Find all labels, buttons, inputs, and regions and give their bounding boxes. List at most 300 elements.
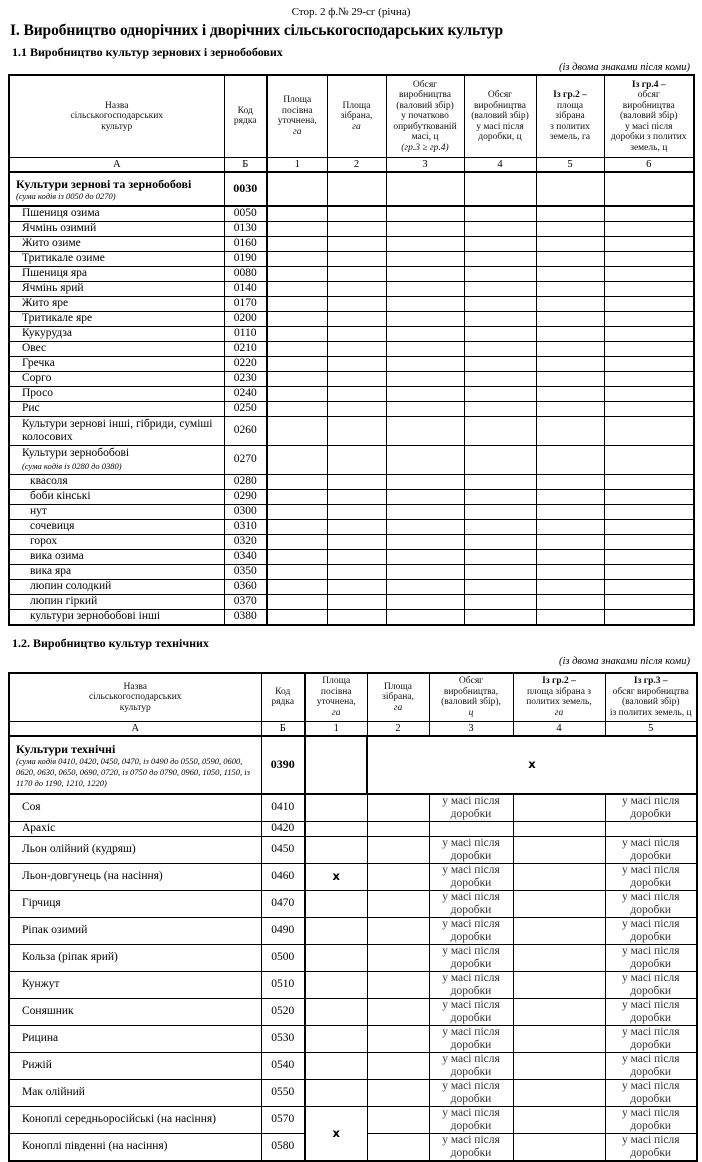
input-cell-col1[interactable]	[267, 489, 327, 504]
input-cell-col6[interactable]	[604, 371, 694, 386]
input-cell-col1[interactable]	[267, 311, 327, 326]
input-cell-col3[interactable]	[429, 971, 513, 998]
not-applicable-mark: x	[367, 736, 697, 794]
input-cell-col1[interactable]	[267, 504, 327, 519]
input-cell-col1[interactable]	[305, 1079, 367, 1106]
col-header-name-line: Назва	[105, 100, 129, 111]
input-cell-col4[interactable]	[464, 206, 536, 222]
input-cell-col6[interactable]	[604, 489, 694, 504]
input-cell-col3[interactable]	[386, 445, 464, 474]
input-cell-col4[interactable]	[464, 356, 536, 371]
input-cell-col6[interactable]	[604, 341, 694, 356]
col-header-1-line: Площа	[322, 676, 351, 687]
input-cell-col4[interactable]	[464, 549, 536, 564]
input-cell-col2[interactable]	[327, 564, 386, 579]
input-cell-col5[interactable]	[536, 445, 604, 474]
table-row	[9, 281, 694, 296]
input-cell-col4[interactable]	[513, 1079, 605, 1106]
col-header-4	[513, 673, 605, 721]
input-cell-col1[interactable]	[305, 821, 367, 836]
input-cell-col6[interactable]	[604, 326, 694, 341]
mass-note: у масі після доробки	[442, 944, 500, 970]
input-cell-col5[interactable]	[536, 266, 604, 281]
input-cell-col4[interactable]	[464, 609, 536, 625]
row-code: 0530	[261, 1025, 305, 1052]
input-cell-col4[interactable]	[513, 794, 605, 822]
input-cell-col1[interactable]	[305, 890, 367, 917]
input-cell-col3[interactable]	[386, 549, 464, 564]
input-cell-col3[interactable]	[429, 1079, 513, 1106]
input-cell-col5[interactable]	[536, 519, 604, 534]
input-cell-col2[interactable]	[327, 609, 386, 625]
input-cell-col2[interactable]	[367, 821, 429, 836]
input-cell-col6[interactable]	[604, 474, 694, 489]
col-header-4-line: га	[554, 707, 564, 718]
input-cell-col1[interactable]	[267, 549, 327, 564]
input-cell-col3[interactable]	[386, 296, 464, 311]
row-name: Тритикале яре	[9, 311, 224, 326]
input-cell-col2[interactable]	[327, 579, 386, 594]
input-cell-col3[interactable]	[386, 356, 464, 371]
input-cell-col6[interactable]	[604, 534, 694, 549]
input-cell-col3[interactable]	[429, 944, 513, 971]
row-name: горох	[9, 534, 224, 549]
input-cell-col4[interactable]	[513, 863, 605, 890]
input-cell-col2[interactable]	[327, 221, 386, 236]
input-cell-col5[interactable]	[536, 236, 604, 251]
input-cell-col5[interactable]	[536, 326, 604, 341]
input-cell-col1[interactable]	[267, 236, 327, 251]
not-applicable-mark: x	[305, 1106, 367, 1161]
input-cell-col5[interactable]	[536, 416, 604, 445]
input-cell-col5[interactable]	[536, 564, 604, 579]
input-cell-col4[interactable]	[464, 474, 536, 489]
input-cell-col5[interactable]	[605, 1025, 697, 1052]
index-cell: А	[9, 157, 224, 172]
input-cell-col6[interactable]	[604, 416, 694, 445]
input-cell-col5[interactable]	[536, 311, 604, 326]
input-cell-col5[interactable]	[536, 221, 604, 236]
col-header-1	[305, 673, 367, 721]
input-cell-col3[interactable]	[429, 821, 513, 836]
input-cell-col4[interactable]	[464, 296, 536, 311]
input-cell-col4[interactable]	[464, 534, 536, 549]
col-header-2	[367, 673, 429, 721]
input-cell-col3[interactable]	[429, 1106, 513, 1133]
input-cell-col5[interactable]	[605, 998, 697, 1025]
input-cell-col2[interactable]	[327, 296, 386, 311]
input-cell-col2[interactable]	[327, 534, 386, 549]
input-cell-col3[interactable]	[386, 564, 464, 579]
col-header-6-line: Із гр.4 –	[631, 79, 666, 90]
input-cell-col4[interactable]	[513, 836, 605, 863]
input-cell-col2[interactable]	[327, 172, 386, 206]
input-cell-col3[interactable]	[386, 609, 464, 625]
input-cell-col3[interactable]	[386, 172, 464, 206]
input-cell-col2[interactable]	[327, 326, 386, 341]
input-cell-col6[interactable]	[604, 281, 694, 296]
input-cell-col3[interactable]	[386, 251, 464, 266]
index-cell: 2	[367, 721, 429, 736]
input-cell-col5[interactable]	[536, 609, 604, 625]
input-cell-col5[interactable]	[536, 401, 604, 416]
row-code: 0290	[224, 489, 267, 504]
input-cell-col1[interactable]	[267, 206, 327, 222]
input-cell-col4[interactable]	[464, 311, 536, 326]
input-cell-col5[interactable]	[536, 251, 604, 266]
col-header-5	[536, 75, 604, 157]
col-header-6-line: земель, ц	[630, 142, 668, 153]
input-cell-col5[interactable]	[536, 549, 604, 564]
input-cell-col5[interactable]	[605, 863, 697, 890]
input-cell-col2[interactable]	[327, 445, 386, 474]
row-name: вика яра	[9, 564, 224, 579]
input-cell-col4[interactable]	[464, 445, 536, 474]
input-cell-col4[interactable]	[464, 251, 536, 266]
input-cell-col2[interactable]	[327, 251, 386, 266]
input-cell-col2[interactable]	[327, 594, 386, 609]
input-cell-col3[interactable]	[429, 794, 513, 822]
input-cell-col5[interactable]	[605, 1133, 697, 1161]
input-cell-col6[interactable]	[604, 549, 694, 564]
input-cell-col3[interactable]	[386, 594, 464, 609]
input-cell-col1[interactable]	[267, 579, 327, 594]
input-cell-col1[interactable]	[305, 794, 367, 822]
input-cell-col6[interactable]	[604, 311, 694, 326]
col-header-name	[9, 75, 224, 157]
table-row	[9, 1052, 697, 1079]
table-row	[9, 549, 694, 564]
input-cell-col4[interactable]	[464, 401, 536, 416]
input-cell-col4[interactable]	[513, 890, 605, 917]
input-cell-col6[interactable]	[604, 579, 694, 594]
row-name: Тритикале озиме	[9, 251, 224, 266]
input-cell-col6[interactable]	[604, 251, 694, 266]
col-header-code-line: Код	[275, 686, 291, 697]
table-row	[9, 206, 694, 222]
input-cell-col4[interactable]	[464, 489, 536, 504]
input-cell-col3[interactable]	[386, 236, 464, 251]
input-cell-col5[interactable]	[605, 836, 697, 863]
input-cell-col3[interactable]	[386, 266, 464, 281]
input-cell-col2[interactable]	[327, 371, 386, 386]
input-cell-col5[interactable]	[536, 579, 604, 594]
input-cell-col1[interactable]	[305, 971, 367, 998]
input-cell-col1[interactable]	[305, 917, 367, 944]
page-header: Стор. 2 ф.№ 29-сг (річна)	[291, 6, 411, 18]
index-cell: 1	[305, 721, 367, 736]
input-cell-col1[interactable]	[267, 474, 327, 489]
input-cell-col1[interactable]	[267, 266, 327, 281]
input-cell-col5[interactable]	[536, 172, 604, 206]
input-cell-col2[interactable]	[367, 944, 429, 971]
input-cell-col2[interactable]	[367, 863, 429, 890]
input-cell-col5[interactable]	[536, 356, 604, 371]
input-cell-col2[interactable]	[327, 281, 386, 296]
col-header-4-line: виробництва	[474, 100, 526, 111]
input-cell-col4[interactable]	[464, 221, 536, 236]
input-cell-col2[interactable]	[367, 971, 429, 998]
row-code: 0230	[224, 371, 267, 386]
row-name: Пшениця озима	[9, 206, 224, 222]
input-cell-col1[interactable]	[267, 401, 327, 416]
col-header-1-line: посівна	[320, 686, 352, 697]
input-cell-col1[interactable]	[267, 221, 327, 236]
input-cell-col2[interactable]	[327, 386, 386, 401]
input-cell-col1[interactable]	[267, 281, 327, 296]
input-cell-col3[interactable]	[386, 341, 464, 356]
input-cell-col2[interactable]	[367, 794, 429, 822]
input-cell-col2[interactable]	[367, 1079, 429, 1106]
input-cell-col5[interactable]	[536, 371, 604, 386]
input-cell-col5[interactable]	[536, 281, 604, 296]
input-cell-col4[interactable]	[513, 944, 605, 971]
input-cell-col1[interactable]	[305, 1025, 367, 1052]
input-cell-col4[interactable]	[513, 1025, 605, 1052]
input-cell-col4[interactable]	[513, 1052, 605, 1079]
row-name: Рис	[9, 401, 224, 416]
input-cell-col2[interactable]	[327, 236, 386, 251]
input-cell-col5[interactable]	[605, 917, 697, 944]
input-cell-col6[interactable]	[604, 221, 694, 236]
input-cell-col4[interactable]	[464, 594, 536, 609]
row-name: нут	[9, 504, 224, 519]
input-cell-col2[interactable]	[327, 489, 386, 504]
input-cell-col3[interactable]	[386, 489, 464, 504]
input-cell-col3[interactable]	[386, 281, 464, 296]
input-cell-col3[interactable]	[429, 890, 513, 917]
input-cell-col1[interactable]	[267, 534, 327, 549]
mass-note: у масі після доробки	[442, 971, 500, 997]
col-header-5	[605, 673, 697, 721]
col-header-2-line: га	[393, 702, 403, 713]
input-cell-col6[interactable]	[604, 296, 694, 311]
col-header-6-line: доробки з политих	[610, 132, 687, 142]
input-cell-col4[interactable]	[464, 326, 536, 341]
input-cell-col3[interactable]	[386, 401, 464, 416]
input-cell-col3[interactable]	[429, 863, 513, 890]
input-cell-col6[interactable]	[604, 609, 694, 625]
row-code: 0030	[224, 172, 267, 206]
input-cell-col5[interactable]	[536, 341, 604, 356]
input-cell-col5[interactable]	[536, 386, 604, 401]
input-cell-col2[interactable]	[327, 504, 386, 519]
table-row	[9, 311, 694, 326]
input-cell-col5[interactable]	[605, 890, 697, 917]
input-cell-col4[interactable]	[513, 821, 605, 836]
input-cell-col4[interactable]	[464, 564, 536, 579]
input-cell-col2[interactable]	[327, 416, 386, 445]
input-cell-col2[interactable]	[367, 1133, 429, 1161]
input-cell-col3[interactable]	[429, 1025, 513, 1052]
input-cell-col6[interactable]	[604, 519, 694, 534]
row-name: культури зернобобові інші	[9, 609, 224, 625]
col-header-3-line: виробництва	[399, 90, 451, 100]
input-cell-col6[interactable]	[604, 386, 694, 401]
row-name: Рижій	[9, 1052, 261, 1079]
input-cell-col3[interactable]	[386, 371, 464, 386]
input-cell-col4[interactable]	[464, 371, 536, 386]
input-cell-col4[interactable]	[513, 971, 605, 998]
input-cell-col5[interactable]	[536, 504, 604, 519]
input-cell-col5[interactable]	[536, 474, 604, 489]
col-header-name-line: сільськогосподарських	[88, 692, 182, 702]
row-code: 0310	[224, 519, 267, 534]
input-cell-col2[interactable]	[327, 311, 386, 326]
input-cell-col1[interactable]	[267, 564, 327, 579]
input-cell-col3[interactable]	[386, 206, 464, 222]
input-cell-col4[interactable]	[464, 341, 536, 356]
input-cell-col2[interactable]	[327, 266, 386, 281]
input-cell-col4[interactable]	[464, 281, 536, 296]
input-cell-col2[interactable]	[367, 1025, 429, 1052]
input-cell-col5[interactable]	[605, 1106, 697, 1133]
input-cell-col2[interactable]	[327, 341, 386, 356]
input-cell-col6[interactable]	[604, 236, 694, 251]
input-cell-col5[interactable]	[536, 206, 604, 222]
input-cell-col1[interactable]	[305, 1052, 367, 1079]
table-row	[9, 371, 694, 386]
total-row	[9, 172, 694, 206]
input-cell-col1[interactable]	[267, 326, 327, 341]
table-row	[9, 1079, 697, 1106]
input-cell-col1[interactable]	[267, 519, 327, 534]
input-cell-col6[interactable]	[604, 504, 694, 519]
input-cell-col1[interactable]	[305, 736, 367, 794]
input-cell-col2[interactable]	[367, 1052, 429, 1079]
mass-note: у масі після доробки	[442, 1052, 500, 1078]
input-cell-col2[interactable]	[367, 998, 429, 1025]
input-cell-col1[interactable]	[305, 836, 367, 863]
input-cell-col3[interactable]	[386, 579, 464, 594]
input-cell-col1[interactable]	[305, 998, 367, 1025]
input-cell-col4[interactable]	[464, 504, 536, 519]
index-cell: Б	[261, 721, 305, 736]
col-header-3-line: (валовий збір),	[441, 697, 501, 708]
input-cell-col3[interactable]	[429, 1052, 513, 1079]
input-cell-col4[interactable]	[464, 579, 536, 594]
col-header-6-line: (валовий збір)	[620, 111, 678, 121]
input-cell-col6[interactable]	[604, 172, 694, 206]
input-cell-col4[interactable]	[464, 519, 536, 534]
row-code: 0320	[224, 534, 267, 549]
input-cell-col5[interactable]	[605, 1079, 697, 1106]
row-name: люпин гіркий	[9, 594, 224, 609]
input-cell-col6[interactable]	[604, 356, 694, 371]
table-row	[9, 251, 694, 266]
input-cell-col2[interactable]	[367, 836, 429, 863]
input-cell-col4[interactable]	[464, 386, 536, 401]
input-cell-col6[interactable]	[604, 401, 694, 416]
col-header-2-line: зібрана,	[382, 692, 414, 702]
input-cell-col6[interactable]	[604, 206, 694, 222]
section-title: І. Виробництво однорічних і дворічних сільськогосподарських культур	[10, 22, 504, 39]
input-cell-col4[interactable]	[513, 1106, 605, 1133]
mass-note: у масі після доробки	[442, 890, 500, 916]
input-cell-col5[interactable]	[605, 971, 697, 998]
input-cell-col1[interactable]	[305, 944, 367, 971]
input-cell-col3[interactable]	[386, 326, 464, 341]
row-code: 0080	[224, 266, 267, 281]
input-cell-col1[interactable]	[267, 609, 327, 625]
table-row	[9, 1106, 697, 1133]
input-cell-col2[interactable]	[367, 890, 429, 917]
input-cell-col6[interactable]	[604, 266, 694, 281]
input-cell-col4[interactable]	[464, 416, 536, 445]
input-cell-col5[interactable]	[605, 944, 697, 971]
input-cell-col1[interactable]	[267, 341, 327, 356]
input-cell-col2[interactable]	[367, 917, 429, 944]
input-cell-col1[interactable]	[267, 356, 327, 371]
input-cell-col3[interactable]	[429, 836, 513, 863]
input-cell-col5[interactable]	[536, 296, 604, 311]
input-cell-col5[interactable]	[605, 794, 697, 822]
input-cell-col3[interactable]	[386, 504, 464, 519]
input-cell-col3[interactable]	[386, 534, 464, 549]
input-cell-col2[interactable]	[327, 519, 386, 534]
input-cell-col1[interactable]	[267, 296, 327, 311]
input-cell-col4[interactable]	[464, 266, 536, 281]
input-cell-col1[interactable]	[267, 371, 327, 386]
input-cell-col5[interactable]	[536, 489, 604, 504]
input-cell-col3[interactable]	[429, 917, 513, 944]
input-cell-col3[interactable]	[429, 1133, 513, 1161]
input-cell-col4[interactable]	[513, 1133, 605, 1161]
input-cell-col2[interactable]	[367, 1106, 429, 1133]
input-cell-col4[interactable]	[513, 917, 605, 944]
input-cell-col3[interactable]	[386, 416, 464, 445]
input-cell-col1[interactable]	[267, 251, 327, 266]
input-cell-col5[interactable]	[536, 594, 604, 609]
input-cell-col4[interactable]	[513, 998, 605, 1025]
input-cell-col5[interactable]	[605, 1052, 697, 1079]
input-cell-col3[interactable]	[386, 474, 464, 489]
input-cell-col4[interactable]	[464, 172, 536, 206]
table-row	[9, 236, 694, 251]
row-name: Соя	[9, 794, 261, 822]
input-cell-col3[interactable]	[386, 311, 464, 326]
col-header-3-line: у початково	[401, 111, 449, 121]
input-cell-col5[interactable]	[605, 821, 697, 836]
col-header-2-line: зібрана,	[340, 111, 373, 121]
input-cell-col1[interactable]	[267, 386, 327, 401]
input-cell-col3[interactable]	[429, 998, 513, 1025]
input-cell-col6[interactable]	[604, 445, 694, 474]
input-cell-col1[interactable]	[267, 172, 327, 206]
row-code: 0380	[224, 609, 267, 625]
input-cell-col3[interactable]	[386, 386, 464, 401]
input-cell-col2[interactable]	[327, 549, 386, 564]
input-cell-col2[interactable]	[327, 206, 386, 222]
input-cell-col1[interactable]	[267, 594, 327, 609]
row-name: Рицина	[9, 1025, 261, 1052]
input-cell-col2[interactable]	[327, 401, 386, 416]
input-cell-col1[interactable]	[267, 416, 327, 445]
col-header-6-line: виробництва	[622, 100, 675, 111]
input-cell-col3[interactable]	[386, 221, 464, 236]
input-cell-col2[interactable]	[327, 474, 386, 489]
input-cell-col2[interactable]	[327, 356, 386, 371]
input-cell-col6[interactable]	[604, 594, 694, 609]
input-cell-col6[interactable]	[604, 564, 694, 579]
input-cell-col4[interactable]	[464, 236, 536, 251]
row-name: Овес	[9, 341, 224, 356]
input-cell-col3[interactable]	[386, 519, 464, 534]
input-cell-col5[interactable]	[536, 534, 604, 549]
input-cell-col1[interactable]	[267, 445, 327, 474]
row-code: 0220	[224, 356, 267, 371]
row-code: 0200	[224, 311, 267, 326]
